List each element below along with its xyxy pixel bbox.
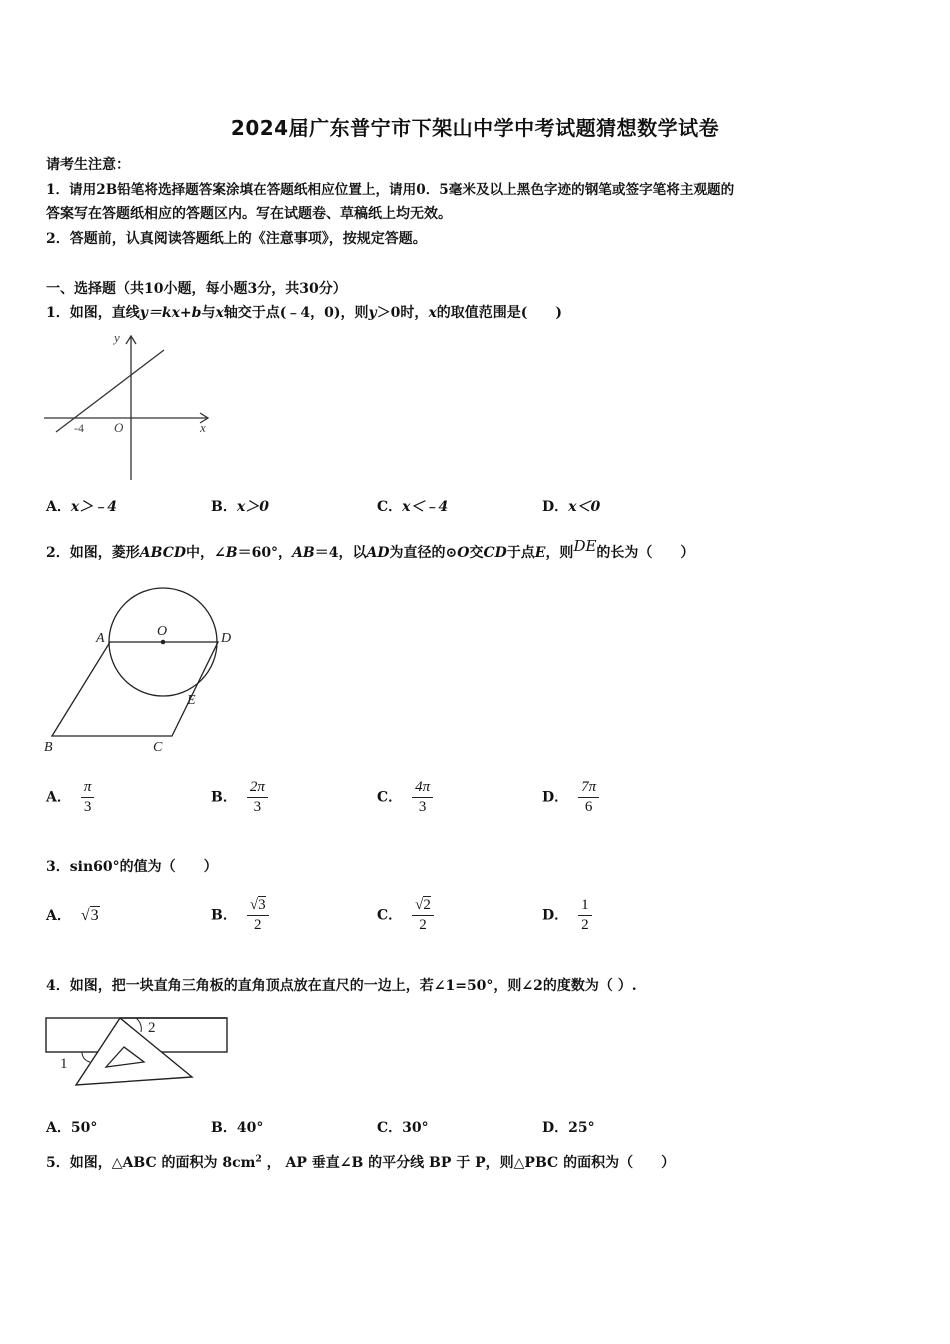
- q1-text-4: ＞0时，: [376, 305, 429, 321]
- q1-origin-label: O: [114, 420, 124, 435]
- q4-option-d[interactable]: D．25°: [542, 1120, 595, 1136]
- q3-option-a[interactable]: A． √3: [46, 907, 99, 924]
- q2-label-o: O: [157, 624, 168, 639]
- q2-option-c[interactable]: C． $\frac{4\pi}{3}$: [377, 778, 433, 817]
- q4-label-1: 1: [60, 1056, 68, 1072]
- q2-option-d[interactable]: D． $\frac{7\pi}{6}$: [542, 778, 599, 817]
- q4-option-a[interactable]: A．50°: [46, 1120, 98, 1136]
- q3-option-d[interactable]: D． $\frac{1}{2}$: [542, 896, 592, 935]
- q1-x-label: x: [200, 420, 206, 435]
- notice-heading: 请考生注意：: [46, 157, 130, 173]
- q1-y-label: y: [114, 330, 120, 345]
- question-5-stem: 5．如图，△ABC 的面积为 $8cm^2$ ， AP 垂直∠B 的平分线 BP 于 P，则△PBC 的面积为（ ）: [46, 1154, 676, 1171]
- q2-label-a: A: [96, 631, 105, 646]
- q4-angle1-arc: [82, 1052, 90, 1062]
- q4-label-2: 2: [148, 1020, 156, 1036]
- q4-angle2-arc: [136, 1018, 141, 1032]
- question-3-stem: 3．sin60°的值为（ ）: [46, 859, 218, 875]
- question-4-stem: 4．如图，把一块直角三角板的直角顶点放在直尺的一边上，若∠1=50°，则∠2的度数为（ ）.: [46, 978, 637, 994]
- notice-line-3: 2．答题前，认真阅读答题纸上的《注意事项》，按规定答题。: [46, 231, 427, 247]
- q1-text-3: 轴交于点(﹣4，0)，则: [223, 305, 369, 321]
- q1-text-5: 的取值范围是( ): [436, 305, 563, 321]
- question-2-stem: 2．如图，菱形ABCD中，∠B＝60°，AB＝4，以AD为直径的⊙O交CD于点E，则DE的长为（ ）: [46, 537, 695, 561]
- notice-line-1: 1．请用2B铅笔将选择题答案涂填在答题纸相应位置上，请用0．5毫米及以上黑色字迹的钢笔或签字笔将主观题的: [46, 182, 735, 198]
- q4-figure-ruler-triangle: [40, 1010, 240, 1095]
- q2-label-c: C: [153, 740, 163, 755]
- q1-option-d[interactable]: D．x＜0: [542, 499, 601, 515]
- section-heading: 一、选择题（共10小题，每小题3分，共30分）: [46, 281, 347, 297]
- q3-option-b[interactable]: B． $\frac{√3}{2}$: [211, 896, 269, 935]
- page-title: 2024届广东普宁市下架山中学中考试题猜想数学试卷: [230, 116, 720, 140]
- q1-option-b[interactable]: B．x＞0: [211, 499, 269, 515]
- q1-option-a[interactable]: A．x＞﹣4: [46, 499, 117, 515]
- q1-option-c[interactable]: C．x＜﹣4: [377, 499, 449, 515]
- q2-rhombus: [52, 642, 218, 736]
- notice-line-2: 答案写在答题纸相应的答题区内。写在试题卷、草稿纸上均无效。: [46, 206, 452, 222]
- q3-option-c[interactable]: C． $\frac{√2}{2}$: [377, 896, 434, 935]
- q2-center-dot: [161, 640, 166, 645]
- q1-var-y: y: [368, 305, 377, 321]
- q1-var-x2: x: [428, 305, 437, 321]
- q1-tick-label: -4: [74, 421, 84, 435]
- q2-option-a[interactable]: A． $\frac{\pi}{3}$: [46, 778, 94, 817]
- q2-label-b: B: [44, 740, 53, 755]
- q2-label-d: D: [221, 631, 232, 646]
- q2-figure-rhombus-circle: [40, 580, 240, 760]
- q1-graph-line: [56, 350, 164, 432]
- q4-option-b[interactable]: B．40°: [211, 1120, 264, 1136]
- q4-option-c[interactable]: C．30°: [377, 1120, 429, 1136]
- q2-label-e: E: [187, 693, 196, 708]
- question-1-stem: [46, 302, 562, 322]
- q1-text-1: 1．如图，直线: [46, 305, 140, 321]
- q1-var-x: x: [215, 305, 224, 321]
- q1-figure-line-graph: [40, 328, 220, 486]
- q1-equation: y＝kx+b: [139, 305, 202, 321]
- q2-arc-de: DE: [573, 537, 597, 555]
- q1-text-2: 与: [201, 305, 216, 321]
- q2-option-b[interactable]: B． $\frac{2\pi}{3}$: [211, 778, 268, 817]
